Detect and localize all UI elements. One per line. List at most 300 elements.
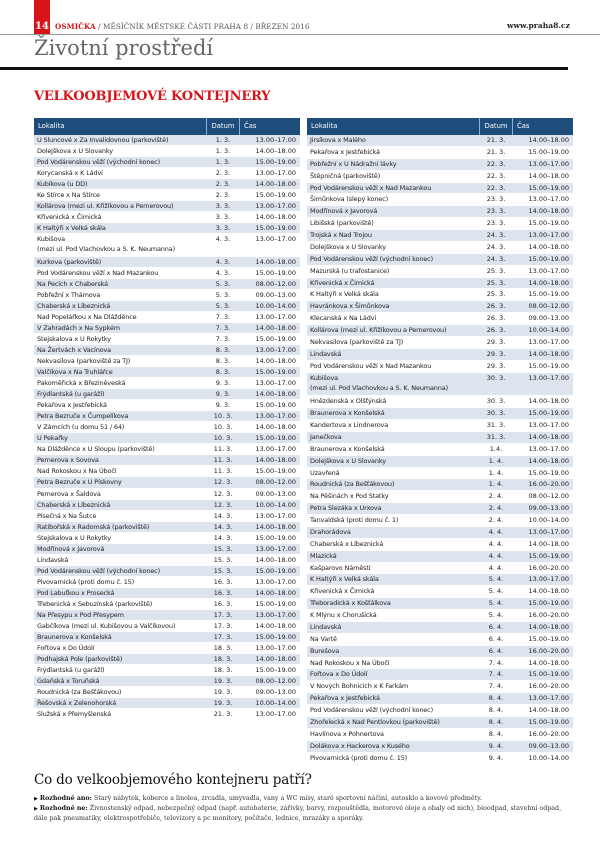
forbidden-text: Živnostenský odpad, nebezpečný odpad (např. autobaterie, zářivky, barvy, rozpouštědla, motorové oleje a obaly od nich), bioodpad, stavební odpad, dále pak pneumatiky, elektrospotřebiče, televizory a pc monitory, počítače, lednice, mrazáky a sporáky. — [34, 805, 562, 822]
time-cell: 13.00–17.00 — [255, 544, 296, 553]
table-row — [34, 234, 300, 256]
table-row — [307, 503, 573, 515]
column-header-date: Datum — [480, 118, 513, 135]
date-cell: 8. 4. — [488, 706, 504, 714]
table-row — [34, 654, 300, 665]
table-row — [34, 422, 300, 433]
date-cell: 4. 3. — [215, 268, 231, 277]
date-cell: 10. 3. — [213, 434, 233, 443]
time-cell: 13.00–17.00 — [255, 136, 296, 144]
date-cell: 21. 3. — [486, 136, 506, 144]
location-cell: Frýdlantská (u garáží) — [37, 666, 105, 675]
location-cell: Zhořelecká x Nad Pentlovkou (parkoviště) — [310, 717, 440, 726]
time-cell: 15.00–19.00 — [255, 599, 296, 608]
date-cell: 6. 4. — [488, 646, 504, 655]
date-cell: 4. 3. — [215, 235, 231, 244]
location-cell: U Pekařky — [37, 434, 68, 443]
table-row — [307, 349, 573, 361]
time-cell: 15.00–19.00 — [255, 191, 296, 200]
location-cell: Pod Vodárenskou věží x Nad Mazankou — [310, 361, 432, 370]
location-cell: Kubišova (mezi ul. Pod Vlachovkou a S. K. Neumanna) — [37, 235, 175, 254]
table-row — [34, 643, 300, 654]
time-cell: 13.00–17.00 — [255, 345, 296, 354]
location-cell: Nad Rokoskou x Na Úbočí — [37, 467, 117, 476]
time-cell: 14.00–18.00 — [528, 397, 569, 406]
time-cell: 10.00–14.00 — [528, 753, 569, 762]
running-title: / MĚSÍČNÍK MĚSTSKÉ ČÁSTI PRAHA 8 / BŘEZEN 2016 — [95, 22, 310, 31]
table-row — [34, 522, 300, 533]
time-cell: 13.00–17.00 — [255, 710, 296, 719]
time-cell: 15.00–19.00 — [528, 551, 569, 560]
time-cell: 16.00–20.00 — [528, 611, 569, 619]
location-cell: Pod Vodárenskou věží x Nad Mazankou — [37, 268, 159, 277]
table-row — [307, 586, 573, 598]
date-cell: 1. 3. — [215, 147, 231, 156]
location-cell: Hnězdenská x Olšťýnská — [310, 397, 387, 406]
date-cell: 9. 3. — [215, 401, 231, 410]
table-row — [34, 588, 300, 599]
location-cell: Frýdlantská (u garáží) — [37, 390, 105, 399]
section-divider — [0, 67, 568, 70]
location-cell: Pernerova x Šaldova — [37, 489, 101, 498]
date-cell: 25. 3. — [486, 266, 506, 275]
time-cell: 16.00–20.00 — [528, 729, 569, 738]
table-row — [34, 621, 300, 632]
time-cell: 13.00–17.00 — [528, 575, 569, 584]
location-cell: Korycanská x K Ládví — [37, 169, 103, 178]
date-cell: 25. 3. — [486, 290, 506, 299]
time-cell: 15.00–19.00 — [528, 409, 569, 418]
time-cell: 14.00–18.00 — [528, 456, 569, 465]
location-cell: Stejskalova x U Rokytky — [37, 533, 111, 542]
table-row — [307, 361, 573, 373]
table-row — [307, 266, 573, 278]
table-row — [34, 223, 300, 234]
location-cell: Ratibořská x Radomská (parkoviště) — [37, 522, 150, 531]
time-cell: 15.00–19.00 — [255, 566, 296, 575]
table-row — [307, 456, 573, 468]
time-cell: 14.00–18.00 — [528, 587, 569, 596]
location-cell: Pod Vodárenskou věží x Nad Mazankou — [310, 183, 432, 192]
table-row — [307, 289, 573, 301]
allowed-items — [34, 794, 574, 804]
date-cell: 2. 3. — [215, 180, 231, 189]
date-cell: 15. 3. — [213, 566, 233, 575]
location-cell: Janečkova — [310, 432, 342, 441]
website-url[interactable]: www.praha8.cz — [506, 21, 570, 30]
allowed-text: Starý nábytek, koberce a linolea, zrcadla, umyvadla, vany a WC mísy, staré sportovní náčiní, autosklo a kovové předměty. — [92, 795, 482, 802]
table-row — [307, 563, 573, 575]
date-cell: 6. 4. — [488, 634, 504, 643]
table-row — [307, 254, 573, 266]
date-cell: 1. 3. — [215, 158, 231, 167]
time-cell: 15.00–19.00 — [255, 268, 296, 277]
table-row — [34, 157, 300, 168]
date-cell: 22. 3. — [486, 183, 506, 192]
table-row — [307, 301, 573, 313]
date-cell: 23. 3. — [486, 219, 506, 228]
time-cell: 09.00–13.00 — [255, 489, 296, 498]
location-cell: Pod Vodárenskou věží (východní konec) — [310, 254, 433, 263]
time-cell: 13.00–17.00 — [255, 312, 296, 321]
date-cell: 11. 3. — [213, 467, 233, 476]
table-row — [307, 408, 573, 420]
time-cell: 08.00–12.00 — [528, 492, 569, 501]
time-cell: 15.00–19.00 — [528, 599, 569, 608]
table-row — [307, 135, 573, 147]
date-cell: 5. 4. — [488, 611, 504, 619]
table-row — [34, 466, 300, 477]
table-row — [34, 179, 300, 190]
column-header-location: Lokalita — [307, 118, 480, 135]
date-cell: 2. 4. — [488, 516, 504, 524]
table-row — [34, 367, 300, 378]
location-cell: Nekvasilova (parkoviště za TJ) — [37, 356, 131, 365]
table-row — [34, 676, 300, 687]
time-cell: 14.00–18.00 — [255, 522, 296, 531]
date-cell: 17. 3. — [213, 633, 233, 642]
location-cell: Fořtova x Do Údolí — [310, 670, 368, 679]
location-cell: Kurkova (parkoviště) — [37, 257, 102, 266]
table-row — [307, 183, 573, 195]
date-cell: 8. 4. — [488, 717, 504, 726]
time-cell: 14.00–18.00 — [255, 147, 296, 156]
table-row — [34, 599, 300, 610]
table-row — [34, 345, 300, 356]
time-cell: 14.00–18.00 — [255, 390, 296, 399]
location-cell: Roudnická (za Bešťákovou) — [37, 688, 122, 697]
location-cell: Trojská x Nad Trojou — [310, 231, 372, 239]
date-cell: 16. 3. — [213, 599, 233, 608]
time-cell: 15.00–19.00 — [528, 361, 569, 370]
table-row — [34, 477, 300, 488]
date-cell: 9. 3. — [215, 390, 231, 399]
location-cell: Lindavská — [310, 349, 342, 358]
time-cell: 08.00–12.00 — [255, 478, 296, 487]
time-cell: 16.00–20.00 — [528, 646, 569, 655]
time-cell: 15.00–19.00 — [255, 533, 296, 542]
time-cell: 15.00–19.00 — [255, 434, 296, 443]
time-cell: 09.00–13.00 — [255, 290, 296, 299]
location-cell: Štěpničná (parkoviště) — [310, 171, 381, 180]
table-row — [307, 491, 573, 503]
time-cell: 15.00–19.00 — [528, 670, 569, 679]
table-row — [307, 693, 573, 705]
time-cell: 13.00–17.00 — [528, 421, 569, 429]
location-cell: Havránkova x Šimůnkova — [310, 302, 390, 311]
location-cell: Třebenická x Sebuzínská (parkoviště) — [37, 599, 153, 608]
date-cell: 8. 3. — [215, 356, 231, 365]
location-cell: Pekařova x Jestřebická — [37, 401, 107, 410]
table-row — [307, 717, 573, 729]
location-cell: K Mlýnu x Chorušická — [310, 611, 377, 619]
table-header — [307, 118, 573, 135]
table-row — [307, 646, 573, 658]
time-cell: 15.00–19.00 — [255, 158, 296, 167]
table-row — [34, 411, 300, 422]
time-cell: 15.00–19.00 — [255, 224, 296, 233]
location-cell: Pod Vodárenskou věží (východní konec) — [37, 158, 160, 167]
table-row — [34, 610, 300, 621]
date-cell: 23. 3. — [486, 195, 506, 204]
date-cell: 31. 3. — [486, 432, 506, 441]
location-cell: Kubíkova (u DD) — [37, 180, 88, 189]
date-cell: 26. 3. — [486, 302, 506, 311]
table-row — [307, 527, 573, 539]
location-cell: Pakoměřická x Březiněveská — [37, 379, 126, 388]
date-cell: 17. 3. — [213, 622, 233, 631]
location-cell: Kašparovo Náměstí — [310, 563, 371, 572]
date-cell: 12. 3. — [213, 489, 233, 498]
location-cell: Dolejškova x U Slovanky — [37, 147, 113, 156]
running-header — [55, 22, 310, 31]
location-cell: Tanvaldská (proti domu č. 1) — [310, 516, 399, 524]
time-cell: 13.00–17.00 — [255, 511, 296, 520]
date-cell: 18. 3. — [213, 644, 233, 653]
table-row — [307, 753, 573, 765]
time-cell: 15.00–19.00 — [528, 468, 569, 477]
info-question: Co do velkoobjemového kontejneru patří? — [34, 772, 312, 788]
column-header-time: Čas — [517, 122, 530, 130]
time-cell: 15.00–19.00 — [528, 290, 569, 299]
date-cell: 10. 3. — [213, 412, 233, 421]
date-cell: 5. 4. — [488, 599, 504, 608]
location-cell: Valčíkova x Na Truhlářce — [37, 367, 113, 376]
table-row — [307, 171, 573, 183]
table-row — [307, 468, 573, 480]
table-row — [307, 230, 573, 242]
location-cell: Kandertova x Lindnerova — [310, 421, 389, 429]
table-row — [34, 378, 300, 389]
column-header-time: Čas — [244, 122, 257, 130]
table-row — [34, 268, 300, 279]
location-cell: Mlazická — [310, 551, 337, 560]
date-cell: 15. 3. — [213, 544, 233, 553]
location-cell: Petra Bezruče x U Pískovny — [37, 478, 122, 487]
location-cell: Dolákova x Hackerova x Kusého — [310, 741, 410, 750]
time-cell: 16.00–20.00 — [528, 563, 569, 572]
date-cell: 4. 4. — [488, 563, 504, 572]
time-cell: 14.00–18.00 — [255, 555, 296, 564]
time-cell: 14.00–18.00 — [528, 242, 569, 251]
date-cell: 24. 3. — [486, 231, 506, 239]
time-cell: 14.00–18.00 — [255, 257, 296, 266]
date-cell: 5. 3. — [215, 279, 231, 288]
location-cell: K Haltýři x Velká skála — [37, 224, 106, 233]
table-row — [307, 479, 573, 491]
location-cell: Pobřežní x U Nádražní lávky — [310, 159, 397, 168]
time-cell: 13.00–17.00 — [255, 169, 296, 178]
time-cell: 15.00–19.00 — [528, 634, 569, 643]
time-cell: 15.00–19.00 — [528, 717, 569, 726]
date-cell: 16. 3. — [213, 588, 233, 597]
location-cell: Služská x Přemyšlenská — [37, 710, 112, 719]
location-cell: V Zahradách x Na Sypkém — [37, 323, 120, 332]
info-notes — [34, 794, 574, 823]
date-cell: 17. 3. — [213, 611, 233, 620]
column-header-date: Datum — [207, 118, 240, 135]
time-cell: 16.00–20.00 — [528, 480, 569, 489]
date-cell: 14. 3. — [213, 522, 233, 531]
table-row — [307, 396, 573, 408]
time-cell: 14.00–18.00 — [255, 456, 296, 465]
time-cell: 14.00–18.00 — [255, 423, 296, 432]
date-cell: 7. 4. — [488, 670, 504, 679]
table-row — [34, 533, 300, 544]
location-cell: Chaberská x Líbeznická — [37, 500, 111, 509]
location-cell: Jirsíkova x Malého — [310, 136, 366, 144]
table-row — [34, 665, 300, 676]
time-cell: 10.00–14.00 — [528, 326, 569, 334]
date-cell: 18. 3. — [213, 655, 233, 664]
date-cell: 12. 3. — [213, 478, 233, 487]
date-cell: 11. 3. — [213, 456, 233, 465]
table-body — [34, 135, 300, 720]
allowed-label: Rozhodně ano: — [39, 795, 93, 802]
time-cell: 14.00–18.00 — [255, 356, 296, 365]
date-cell: 4. 4. — [488, 551, 504, 560]
location-cell: Nekvasilova (parkoviště za TJ) — [310, 337, 404, 346]
table-row — [34, 135, 300, 146]
time-cell: 13.00–17.00 — [528, 373, 569, 382]
date-cell: 18. 3. — [213, 666, 233, 675]
date-cell: 5. 4. — [488, 575, 504, 584]
table-row — [34, 455, 300, 466]
column-header-location: Lokalita — [34, 118, 207, 135]
location-cell: Modřínová x Javorová — [310, 207, 378, 216]
location-cell: K Haltýři x Velká skála — [310, 290, 379, 299]
date-cell: 9. 4. — [488, 741, 504, 750]
date-cell: 2. 4. — [488, 492, 504, 501]
time-cell: 14.00–18.00 — [528, 622, 569, 631]
time-cell: 14.00–18.00 — [528, 706, 569, 714]
date-cell: 6. 4. — [488, 622, 504, 631]
location-cell: Klecanská x Na Ládví — [310, 314, 377, 323]
time-cell: 14.00–18.00 — [528, 432, 569, 441]
time-cell: 13.00–17.00 — [528, 159, 569, 168]
location-cell: Pod Vodárenskou věží (východní konec) — [37, 566, 160, 575]
location-cell: Písečná x Na Šutce — [37, 511, 97, 520]
table-header — [34, 118, 300, 135]
table-row — [34, 290, 300, 301]
time-cell: 15.00–19.00 — [528, 147, 569, 156]
location-cell: Pobřežní x Thámova — [37, 290, 101, 299]
table-row — [34, 555, 300, 566]
date-cell: 14. 3. — [213, 533, 233, 542]
location-cell: Řešovská x Zelenohorská — [37, 699, 117, 708]
time-cell: 14.00–18.00 — [528, 658, 569, 667]
time-cell: 14.00–18.00 — [255, 655, 296, 664]
table-row — [34, 279, 300, 290]
time-cell: 14.00–18.00 — [528, 349, 569, 358]
table-row — [34, 444, 300, 455]
location-cell: Uzavřená — [310, 468, 340, 477]
location-cell: Chaberská x Líbeznická — [310, 539, 384, 548]
date-cell: 7. 3. — [215, 312, 231, 321]
table-row — [307, 444, 573, 456]
location-cell: Na Vartě — [310, 634, 337, 643]
location-cell: Pekařova x Jestřebická — [310, 147, 380, 156]
location-cell: Pekařova x Jestřebická — [310, 694, 380, 703]
date-cell: 30. 3. — [486, 373, 506, 382]
date-cell: 12. 3. — [213, 500, 233, 509]
date-cell: 26. 3. — [486, 314, 506, 323]
location-cell: Stejskalova x U Rokytky — [37, 334, 111, 343]
location-cell: Křivenická x Čimická — [310, 587, 375, 596]
date-cell: 16. 3. — [213, 577, 233, 586]
time-cell: 10.00–14.00 — [528, 516, 569, 524]
time-cell: 13.00–17.00 — [255, 644, 296, 653]
schedule-table-left — [34, 118, 300, 720]
forbidden-label: Rozhodně ne: — [39, 805, 88, 812]
date-cell: 8. 4. — [488, 694, 504, 703]
date-cell: 5. 3. — [215, 301, 231, 310]
time-cell: 15.00–19.00 — [255, 334, 296, 343]
table-row — [307, 574, 573, 586]
time-cell: 09.00–13.00 — [528, 741, 569, 750]
location-cell: Drahorádova — [310, 527, 351, 536]
table-row — [307, 610, 573, 622]
table-row — [34, 433, 300, 444]
table-row — [307, 622, 573, 634]
location-cell: Petra Bezruče x Čumpelíkova — [37, 412, 129, 421]
time-cell: 13.00–17.00 — [255, 445, 296, 454]
table-row — [307, 432, 573, 444]
location-cell: Kubišova (mezi ul. Pod Vlachovkou a S. K. Neumanna) — [310, 373, 448, 393]
table-row — [34, 489, 300, 500]
time-cell: 13.00–17.00 — [255, 202, 296, 211]
date-cell: 4. 4. — [488, 539, 504, 548]
location-cell: Dolejškova x U Slovanky — [310, 456, 386, 465]
time-cell: 13.00–17.00 — [528, 527, 569, 536]
time-cell: 15.00–19.00 — [255, 401, 296, 410]
time-cell: 15.00–19.00 — [255, 633, 296, 642]
table-row — [307, 373, 573, 397]
date-cell: 29. 3. — [486, 349, 506, 358]
date-cell: 22. 3. — [486, 159, 506, 168]
time-cell: 15.00–19.00 — [528, 219, 569, 228]
table-row — [307, 598, 573, 610]
location-cell: Pernerova x Sovova — [37, 456, 99, 465]
table-row — [34, 301, 300, 312]
section-title: Životní prostředí — [34, 36, 214, 60]
table-row — [34, 544, 300, 555]
location-cell: Na Pecích x Chaberská — [37, 279, 108, 288]
time-cell: 14.00–18.00 — [528, 207, 569, 216]
date-cell: 24. 3. — [486, 254, 506, 263]
date-cell: 11. 3. — [213, 445, 233, 454]
table-row — [34, 389, 300, 400]
time-cell: 14.00–18.00 — [255, 622, 296, 631]
table-row — [307, 206, 573, 218]
date-cell: 19. 3. — [213, 699, 233, 708]
location-cell: Pod Labuťkou x Prosecká — [37, 588, 115, 597]
location-cell: Kollárova (mezi ul. Křižíkovou a Pernerovou) — [310, 326, 447, 334]
table-row — [307, 634, 573, 646]
location-cell: Modřínová x Javorová — [37, 544, 105, 553]
date-cell: 23. 3. — [486, 207, 506, 216]
table-row — [34, 709, 300, 720]
date-cell: 1. 4. — [488, 456, 504, 465]
table-row — [307, 705, 573, 717]
table-row — [307, 515, 573, 527]
table-row — [34, 146, 300, 157]
date-cell: 26. 3. — [486, 326, 506, 334]
location-cell: Pivovarnická (proti domu č. 15) — [310, 753, 408, 762]
table-row — [34, 566, 300, 577]
location-cell: Křivenická x Čimická — [37, 213, 102, 222]
time-cell: 09.00–13.00 — [255, 688, 296, 697]
